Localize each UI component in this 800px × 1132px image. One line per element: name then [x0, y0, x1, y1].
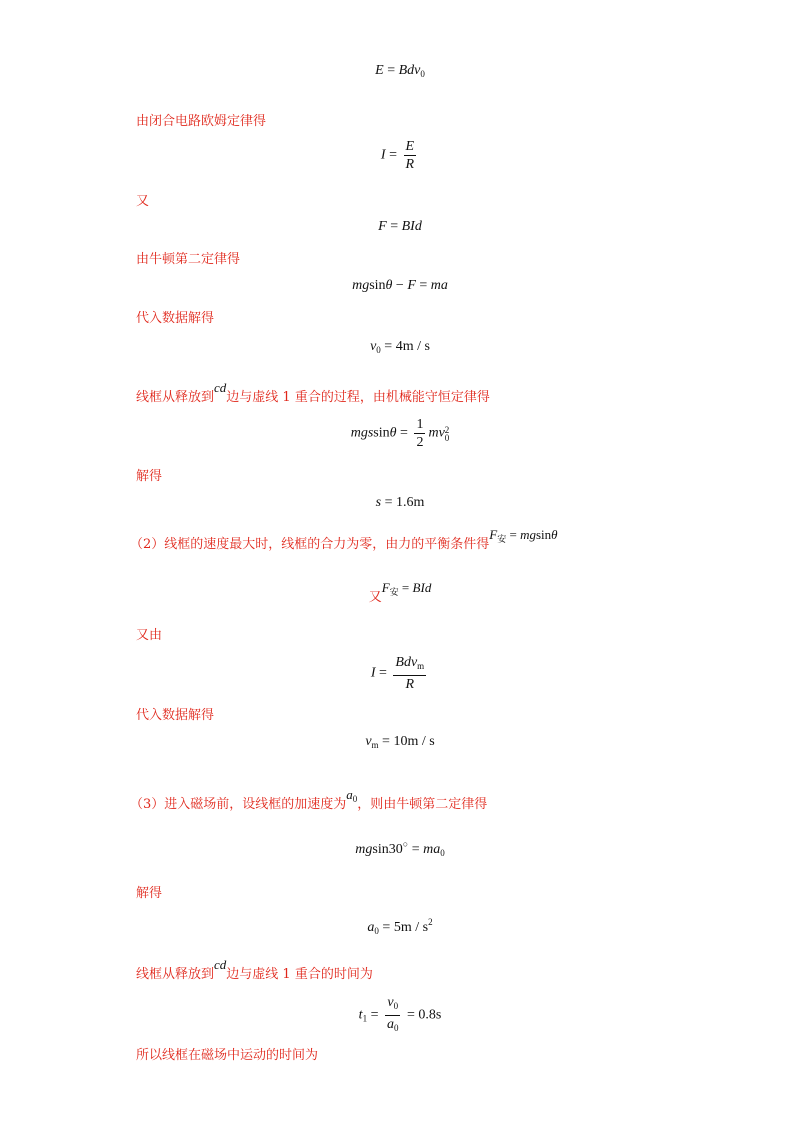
equation-v0: $v_0 = 4m / s$: [370, 339, 430, 355]
equation-balance-inline: $F_安 = mgsin\theta$: [489, 527, 558, 544]
equation-newton-1: mgsinθ − F = ma: [352, 278, 448, 293]
fraction-one-half: $\frac{1}{2}$: [416, 417, 424, 450]
text-solve-1: 解得: [136, 469, 163, 484]
text-ohm-law: 由闭合电路欧姆定律得: [136, 114, 267, 129]
text-you-2: 又$F_安$ = BId: [368, 580, 432, 605]
equation-current-max: I = $\frac{Bdv_m}{R}$: [370, 655, 425, 692]
text-energy: 线框从释放到cd边与虚线 1 重合的过程，由机械能守恒定律得: [136, 380, 490, 405]
equation-emf: E = Bdv$_0$: [375, 63, 425, 79]
text-last: 所以线框在磁场中运动的时间为: [136, 1048, 319, 1063]
text-newton-1: 由牛顿第二定律得: [136, 252, 241, 267]
text-solve-2: 解得: [136, 886, 163, 901]
text-part-2: （2）线框的速度最大时，线框的合力为零，由力的平衡条件得$F_安 = mgsin\theta$: [130, 527, 558, 552]
equation-ampere-force: F = BId: [378, 219, 422, 234]
fraction-bdvm-over-r: $\frac{Bdv_m}{R}$: [395, 655, 425, 692]
text-substitute-2: 代入数据解得: [136, 708, 215, 723]
equation-newton-2: $mgsin30^○ = ma_0$: [355, 839, 445, 858]
equation-current: I = $\frac{E}{R}$: [380, 139, 415, 172]
text-you-you: 又由: [136, 628, 163, 643]
fraction-e-over-r: $\frac{E}{R}$: [405, 139, 415, 172]
equation-ampere-inline: $F_安$ = BId: [381, 580, 432, 597]
text-you-1: 又: [136, 194, 150, 209]
symbol-cd-2: cd: [214, 957, 227, 972]
text-part-3: （3）进入磁场前，设线框的加速度为$a_0$，则由牛顿第二定律得: [130, 787, 488, 812]
equation-distance: s = 1.6m: [375, 495, 425, 510]
symbol-cd: cd: [214, 380, 227, 395]
text-time: 线框从释放到cd边与虚线 1 重合的时间为: [136, 957, 373, 982]
equation-energy: mgssinθ = $\frac{1}{2}$ mv 2 0: [350, 417, 450, 450]
symbol-a0: $a_0$: [346, 787, 358, 804]
fraction-v0-over-a0: $\frac{v_0}{a_0}$: [386, 995, 399, 1033]
text-substitute-1: 代入数据解得: [136, 311, 215, 326]
equation-time: $t_1$ = $\frac{v_0}{a_0}$ = 0.8s: [0, 994, 800, 1037]
equation-vmax: $v_m = 10m / s$: [365, 734, 435, 750]
equation-acceleration: $a_0 = 5m / s^2$: [367, 917, 433, 936]
